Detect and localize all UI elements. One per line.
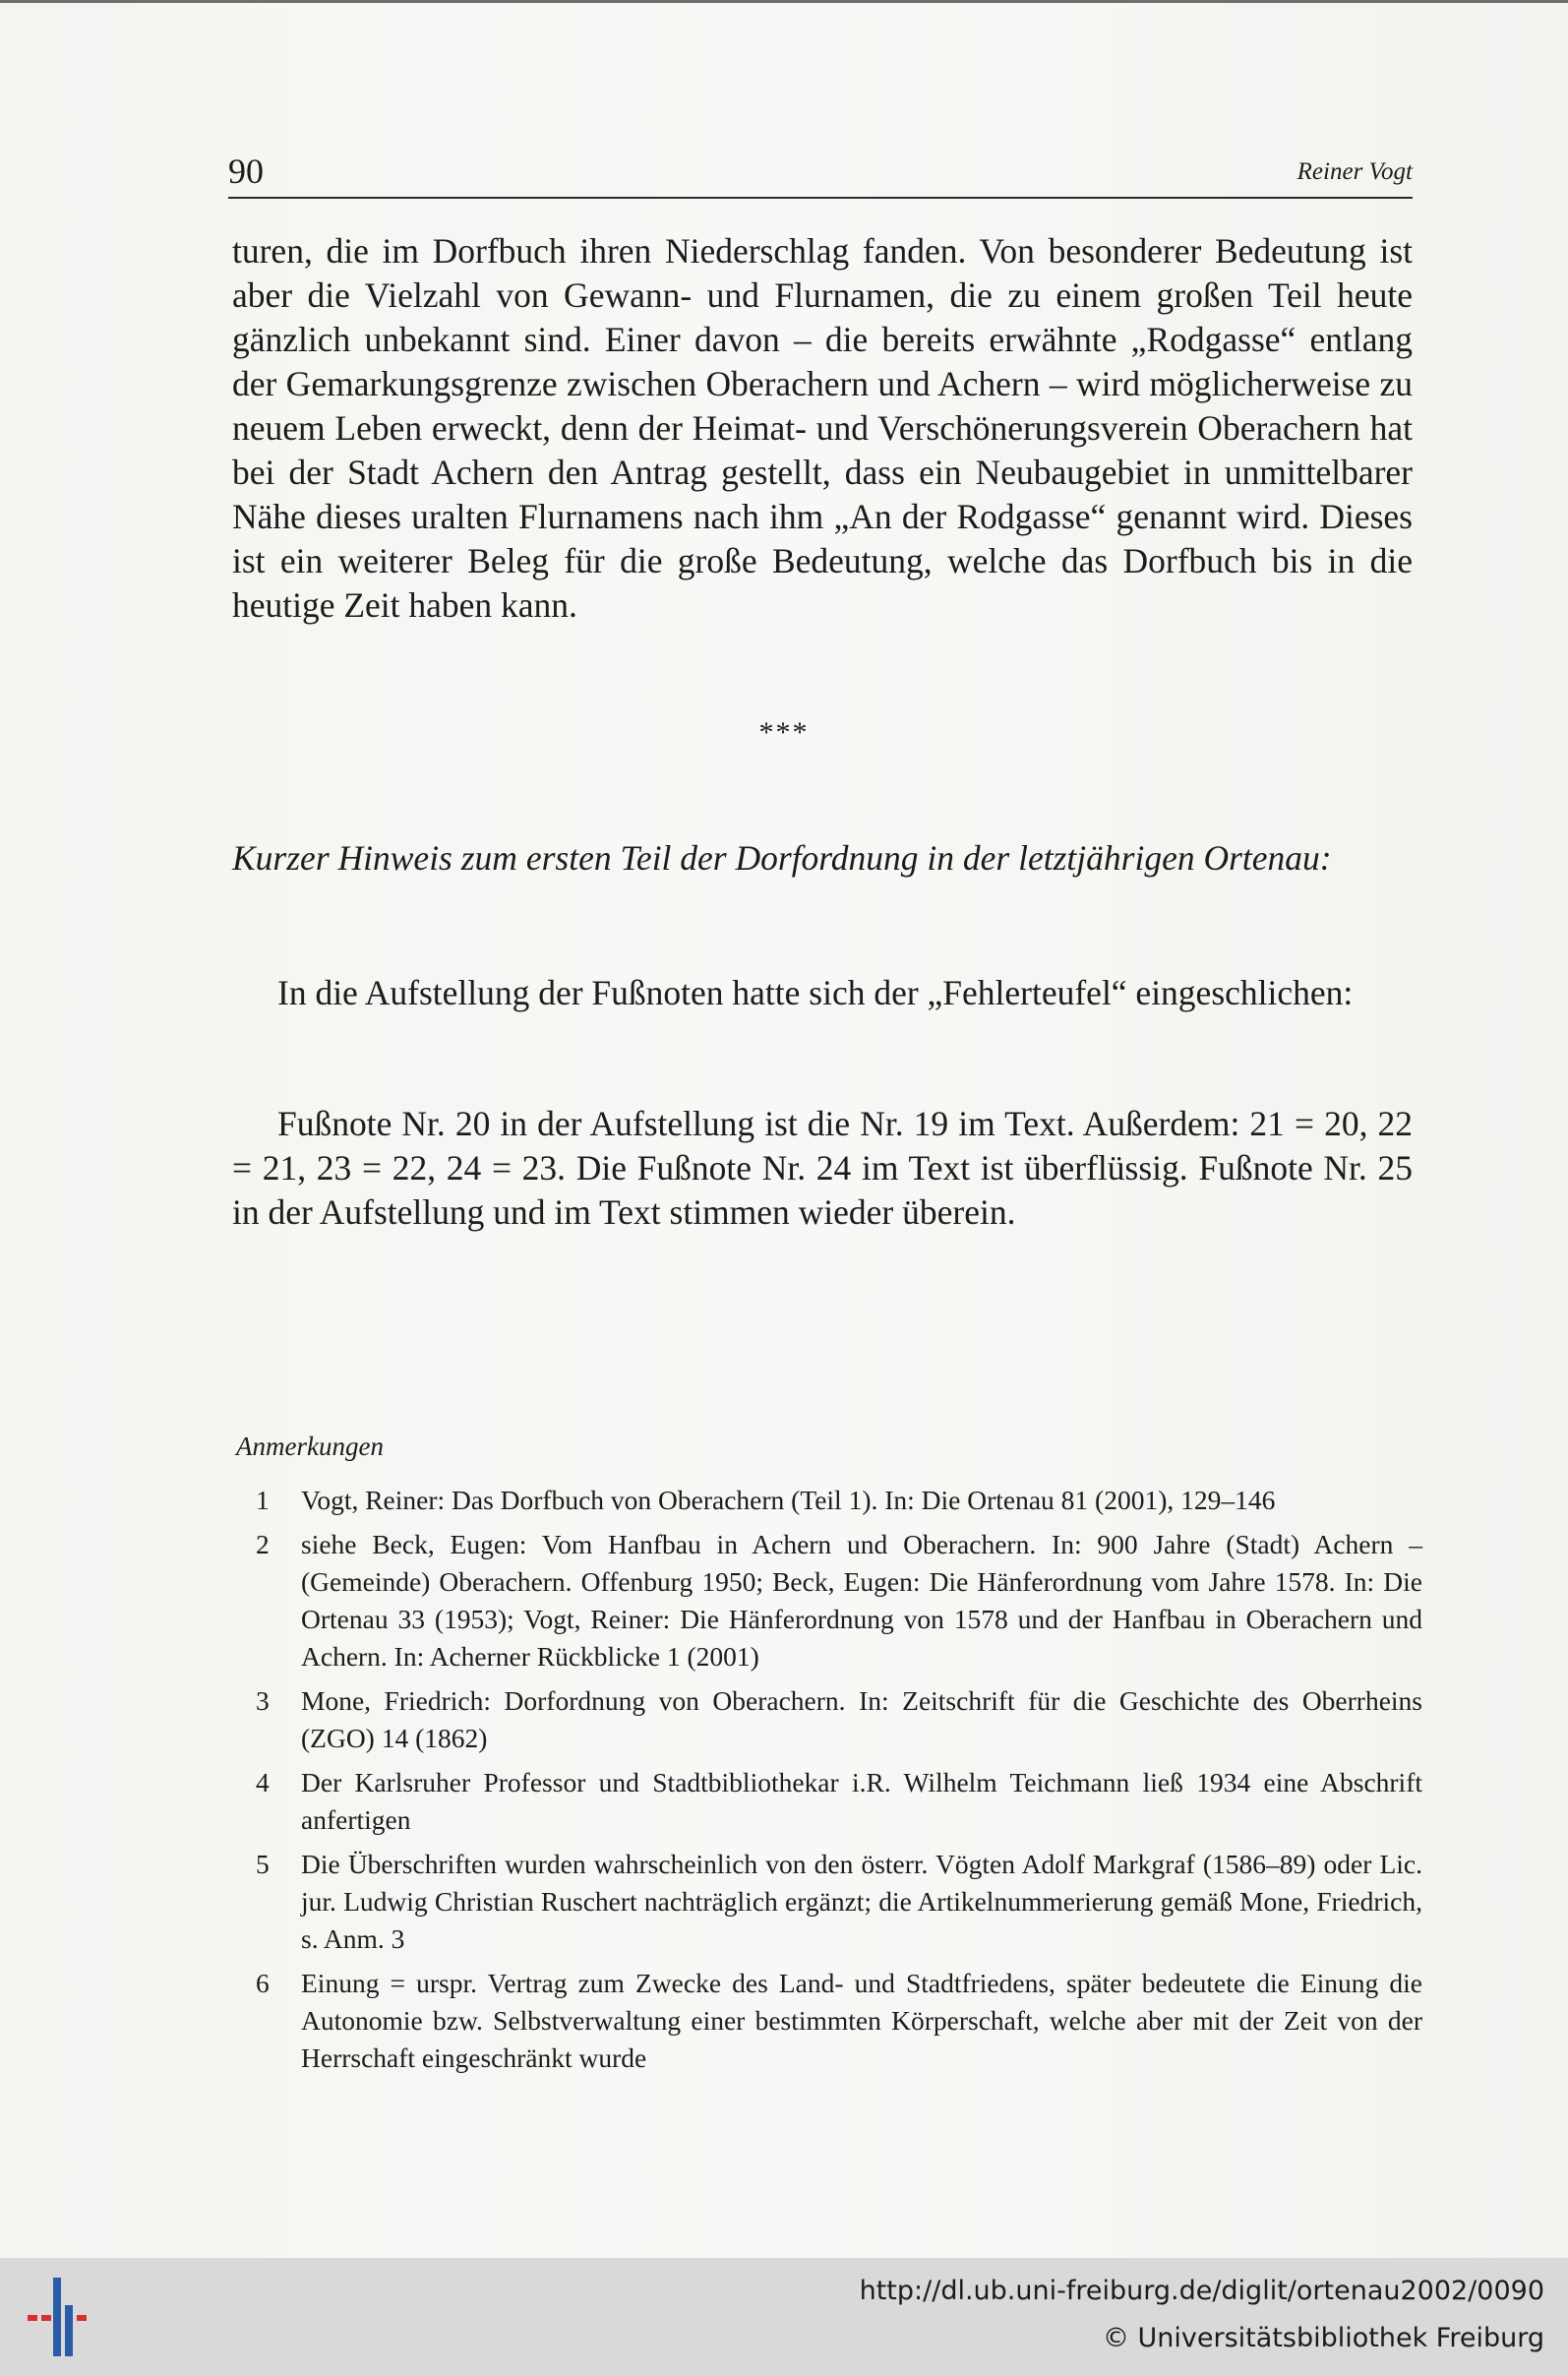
library-footer-bar [0, 2258, 1568, 2376]
scan-edge-line [0, 0, 1568, 3]
notes-title: Anmerkungen [236, 1432, 384, 1461]
endnote-text: Der Karlsruher Professor und Stadtbibliothekar i.R. Wilhelm Teichmann ließ 1934 eine Abschrift anfertigen [301, 1767, 1422, 1835]
section-separator: *** [758, 716, 810, 749]
paragraph: In die Aufstellung der Fußnoten hatte sich der „Fehlerteufel“ eingeschlichen: [277, 973, 1354, 1012]
section-heading: Kurzer Hinweis zum ersten Teil der Dorfordnung in der letztjährigen Ortenau: [232, 838, 1332, 878]
endnote-text: Die Überschriften wurden wahrscheinlich von den österr. Vögten Adolf Markgraf (1586–89) oder Lic. jur. Ludwig Christian Ruschert nachträglich ergänzt; die Artikelnummerierung gemäß Mone, Friedrich, s. Anm. 3 [301, 1849, 1422, 1954]
page-number: 90 [228, 152, 264, 191]
page-header [228, 150, 1413, 199]
copyright-notice: © Universitätsbibliothek Freiburg [1102, 2323, 1544, 2353]
notice-text [232, 971, 1413, 1015]
running-head-author: Reiner Vogt [1297, 158, 1413, 185]
notice-text-2 [232, 1102, 1413, 1235]
endnotes-list [248, 1482, 1422, 2084]
permalink-url[interactable]: http://dl.ub.uni-freiburg.de/diglit/ortenau2002/0090 [859, 2276, 1544, 2306]
endnote-text: siehe Beck, Eugen: Vom Hanfbau in Achern und Oberachern. In: 900 Jahre (Stadt) Achern – (Gemeinde) Oberachern. Offenburg 1950; Beck, Eugen: Die Hänferordnung vom Jahre 1578. In: Die Ortenau 33 (1953); Vogt, Reiner: Die Hänferordnung von 1578 und der Hanfbau in Oberachern und Achern. In: Acherner Rückblicke 1 (2001) [301, 1529, 1422, 1672]
endnote-text: Mone, Friedrich: Dorfordnung von Oberachern. In: Zeitschrift für die Geschichte des Oberrheins (ZGO) 14 (1862) [301, 1685, 1422, 1753]
ub-freiburg-logo-icon [28, 2278, 98, 2356]
endnote-number: 2 [256, 1529, 270, 1559]
endnote [248, 1482, 1422, 1519]
endnote-text: Vogt, Reiner: Das Dorfbuch von Oberachern (Teil 1). In: Die Ortenau 81 (2001), 129–146 [301, 1485, 1276, 1515]
endnote [248, 1846, 1422, 1958]
endnote-number: 3 [256, 1685, 270, 1716]
paragraph: Fußnote Nr. 20 in der Aufstellung ist die Nr. 19 im Text. Außerdem: 21 = 20, 22 = 21, 23 = 22, 24 = 23. Die Fußnote Nr. 24 im Text ist überflüssig. Fußnote Nr. 25 in der Aufstellung und im Text stimmen wieder überein. [232, 1104, 1413, 1232]
endnote [248, 1965, 1422, 2077]
body-text [232, 229, 1413, 628]
endnote-number: 4 [256, 1767, 270, 1797]
endnote-number: 5 [256, 1849, 270, 1879]
endnote-number: 6 [256, 1968, 270, 1998]
endnote [248, 1682, 1422, 1757]
endnote-number: 1 [256, 1485, 270, 1515]
paragraph: turen, die im Dorfbuch ihren Niederschlag fanden. Von besonderer Bedeutung ist aber die Vielzahl von Gewann- und Flurnamen, die zu einem großen Teil heute gänzlich unbekannt sind. Einer davon – die bereits erwähnte „Rodgasse“ entlang der Gemarkungsgrenze zwischen Oberachern und Achern – wird möglicherweise zu neuem Leben erweckt, denn der Heimat- und Verschönerungsverein Oberachern hat bei der Stadt Achern den Antrag gestellt, dass ein Neubaugebiet in unmittelbarer Nähe dieses uralten Flurnamens nach ihm „An der Rodgasse“ genannt wird. Dieses ist ein weiterer Beleg für die große Bedeutung, welche das Dorfbuch bis in die heutige Zeit haben kann. [232, 231, 1413, 625]
endnote [248, 1764, 1422, 1839]
endnote-text: Einung = urspr. Vertrag zum Zwecke des Land- und Stadtfriedens, später bedeutete die Einung die Autonomie bzw. Selbstverwaltung einer bestimmten Körperschaft, welche aber mit der Zeit von der Herrschaft eingeschränkt wurde [301, 1968, 1422, 2073]
endnote [248, 1526, 1422, 1675]
